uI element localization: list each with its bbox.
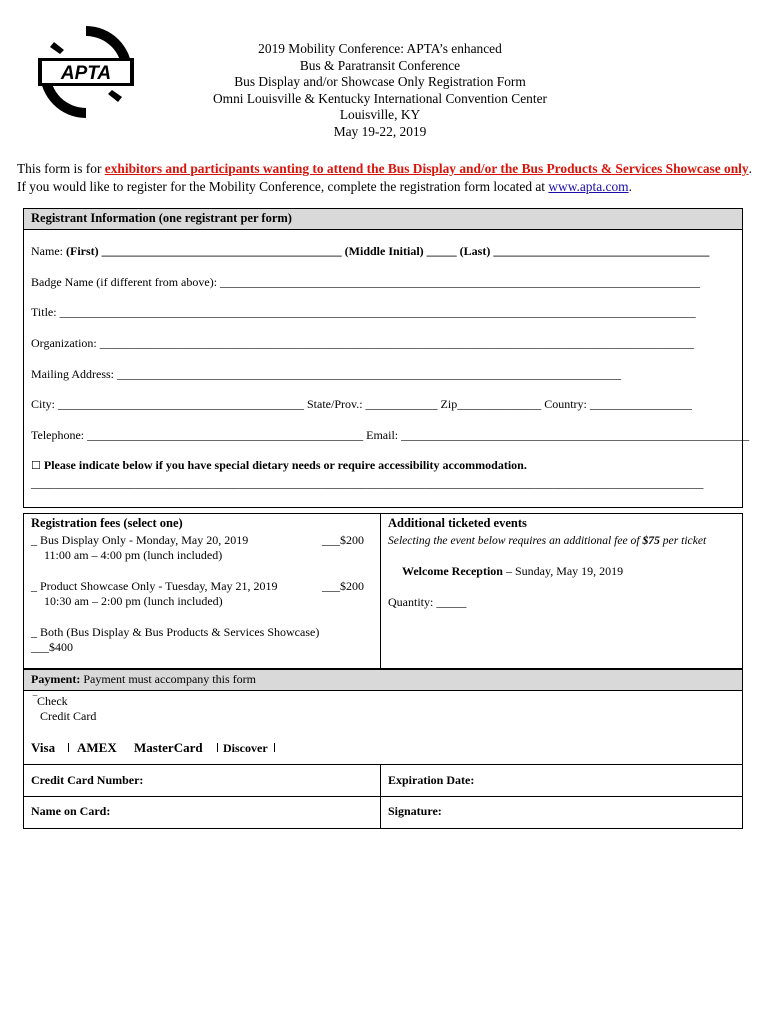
fee-option-time: 11:00 am – 4:00 pm (lunch included)	[44, 548, 223, 562]
amex-option[interactable]: AMEX	[77, 740, 117, 755]
fee-option-product-showcase[interactable]: _ Product Showcase Only - Tuesday, May 21, 2019	[31, 579, 278, 593]
badge-name-field[interactable]: Badge Name (if different from above): ________________________________________________________________________________	[31, 275, 701, 289]
fee-option-bus-display[interactable]: _ Bus Display Only - Monday, May 20, 2019	[31, 533, 249, 547]
dietary-line[interactable]: ____________________________________________________________________________________________________________________	[31, 477, 704, 490]
welcome-reception: Welcome Reception – Sunday, May 19, 2019	[402, 564, 624, 578]
name-on-card-field[interactable]: Name on Card:	[31, 804, 111, 818]
name-field[interactable]: Name: (First) ________________________________________ (Middle Initial) _____ (Last) ____________________________________	[31, 244, 710, 258]
fees-divider	[380, 513, 381, 669]
quantity-field[interactable]: Quantity: _____	[388, 595, 467, 609]
events-note: Selecting the event below requires an additional fee of $75 per ticket	[388, 534, 707, 547]
signature-field[interactable]: Signature:	[388, 804, 442, 818]
card-separator	[217, 743, 218, 752]
payment-row-line	[23, 764, 743, 765]
fees-heading: Registration fees (select one)	[31, 516, 183, 530]
payment-row-line	[23, 796, 743, 797]
apta-link[interactable]: www.apta.com	[548, 179, 629, 194]
apta-logo	[34, 20, 138, 124]
checkbox-icon[interactable]: ☐	[31, 460, 41, 472]
dietary-checkbox-row[interactable]: ☐ Please indicate below if you have special dietary needs or require accessibility accommodation.	[31, 458, 527, 472]
credit-card-option[interactable]: Credit Card	[40, 709, 97, 723]
header-line: Omni Louisville & Kentucky International Convention Center	[213, 90, 547, 106]
discover-option[interactable]: Discover	[223, 741, 268, 755]
check-option[interactable]: ‾Check	[33, 694, 68, 708]
logo-text: APTA	[60, 63, 112, 84]
intro-highlight: exhibitors and participants wanting to attend the Bus Display and/or the Bus Products & Services Showcase only	[104, 161, 749, 176]
header-line: 2019 Mobility Conference: APTA’s enhanced	[258, 41, 502, 56]
intro-paragraph: This form is for exhibitors and participants wanting to attend the Bus Display and/or the Bus Products & Services Showcase only. If you would like to register for the Mobility Conference, complete the registration form located at www.apta.com.	[17, 161, 752, 194]
title-field[interactable]: Title: __________________________________________________________________________________________________________	[31, 305, 696, 319]
expiration-date-field[interactable]: Expiration Date:	[388, 773, 475, 787]
card-separator	[68, 743, 69, 752]
fee-option-price[interactable]: ___$400	[31, 640, 73, 654]
header-line: Bus Display and/or Showcase Only Registration Form	[234, 74, 526, 90]
visa-option[interactable]: Visa	[31, 740, 56, 755]
mastercard-option[interactable]: MasterCard	[134, 740, 203, 755]
fee-option-time: 10:30 am – 2:00 pm (lunch included)	[44, 594, 223, 608]
header-line: May 19-22, 2019	[333, 123, 427, 139]
telephone-email-field[interactable]: Telephone: ______________________________________________ Email: __________________________________________________________	[31, 428, 750, 442]
fee-option-price[interactable]: ___$200	[322, 579, 364, 593]
events-heading: Additional ticketed events	[388, 516, 527, 530]
card-number-field[interactable]: Credit Card Number:	[31, 773, 144, 787]
form-header	[150, 41, 610, 141]
fee-option-price[interactable]: ___$200	[322, 533, 364, 547]
mailing-address-field[interactable]: Mailing Address: ____________________________________________________________________________________	[31, 367, 621, 381]
registrant-heading: Registrant Information (one registrant per form)	[31, 211, 292, 225]
organization-field[interactable]: Organization: ___________________________________________________________________________________________________	[31, 336, 694, 350]
payment-section	[23, 669, 743, 829]
city-state-zip-field[interactable]: City: _________________________________________ State/Prov.: ____________ Zip______________ Country: _________________	[31, 397, 692, 411]
card-separator	[274, 743, 275, 752]
payment-divider	[380, 764, 381, 829]
header-line: Bus & Paratransit Conference	[299, 57, 461, 73]
payment-heading: Payment: Payment must accompany this form	[31, 672, 256, 686]
header-line: Louisville, KY	[339, 107, 421, 123]
fee-option-both[interactable]: _ Both (Bus Display & Bus Products & Services Showcase)	[31, 625, 320, 639]
